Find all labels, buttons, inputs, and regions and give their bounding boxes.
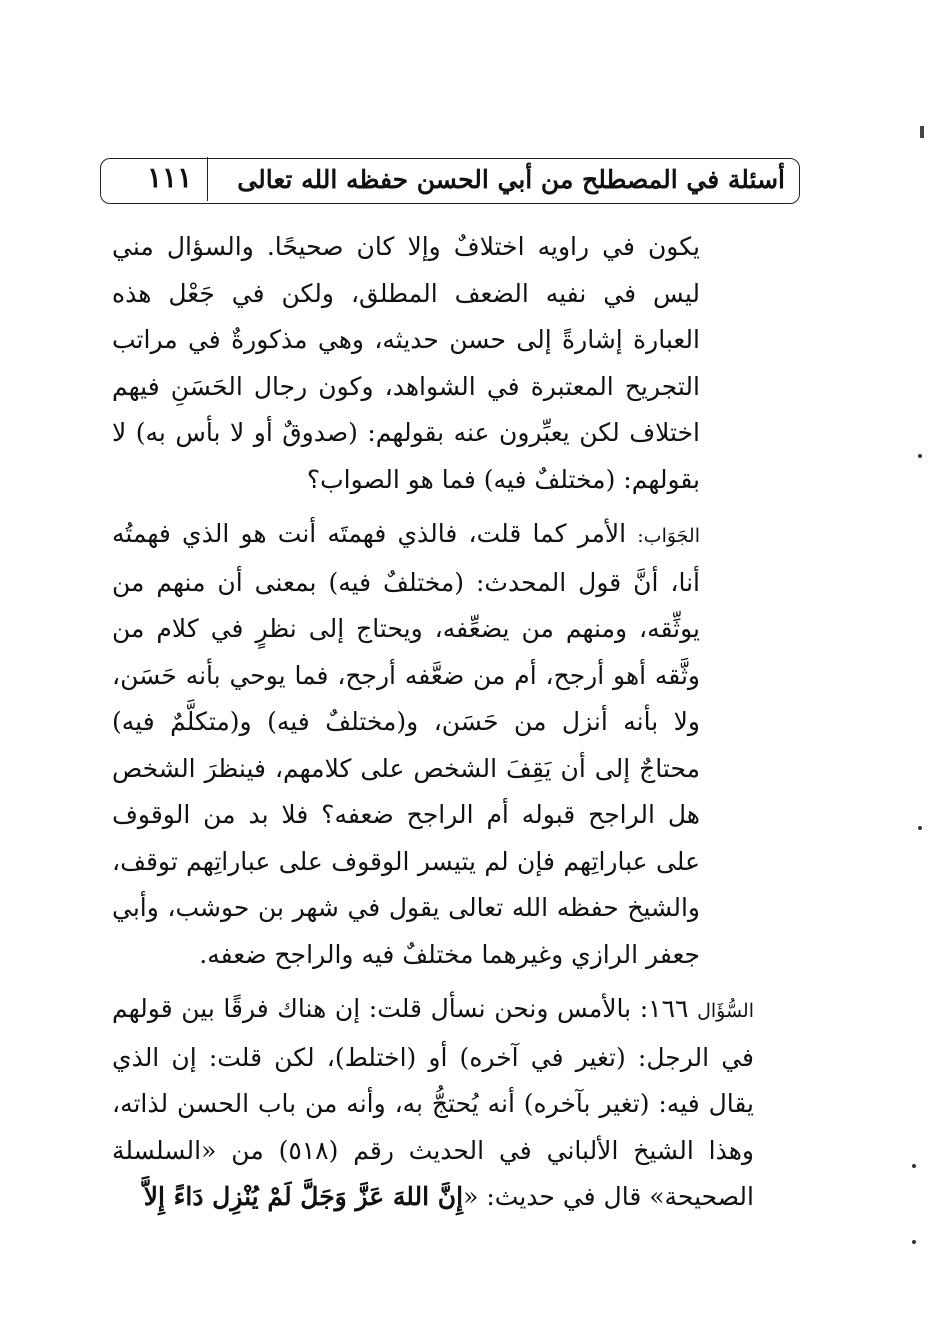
answer-label: الجَوَاب: [637,525,700,547]
answer-text: الأمر كما قلت، فالذي فهمتَه أنت هو الذي فهمتُه أنا، أنَّ قول المحدث: (مختلفٌ فيه) بمعنى أن منهم من يوثِّقه، ومنهم من يضعِّفه، ويحتاج إلى نظرٍ في كلام من وثَّقه أهو أرجح، أم من ضعَّفه أرجح، فما يوحي بأنه حَسَن، ولا بأنه أنزل من حَسَن، و(مختلفٌ فيه) و(متكلَّمٌ فيه) محتاجٌ إلى أن يَقِفَ الشخص على كلامهم، فينظرَ الشخص هل الراجح قبوله أم الراجح ضعفه؟ فلا بد من الوقوف على عباراتِهم فإن لم يتيسر الوقوف على عباراتِهم توقف، والشيخ حفظه الله تعالى يقول في شهر بن حوشب، وأبي جعفر الرازي وغيرهما مختلفٌ فيه والراجح ضعفه. [112,519,700,969]
running-header [100,158,800,204]
scan-speck [918,826,922,830]
page-body [112,224,754,1221]
question-label: السُّؤَال [697,1000,754,1022]
page-number: ١١١ [147,161,193,194]
book-title: أسئلة في المصطلح من أبي الحسن حفظه الله تعالى [237,165,785,194]
hadith-quote: إِنَّ اللهَ عَزَّ وَجَلَّ لَمْ يُنْزِل دَاءً إِلاَّ [143,1182,464,1211]
scan-mark [920,126,924,138]
question-paragraph [112,986,754,1221]
scan-speck [912,1240,916,1244]
answer-paragraph [112,511,700,978]
scan-speck [918,454,922,458]
question-text: ١٦٦: بالأمس ونحن نسأل قلت: إن هناك فرقًا بين قولهم في الرجل: (تغير في آخره) أو (اختلط)، لكن قلت: إن الذي يقال فيه: (تغير بآخره) أنه يُحتجُّ به، وأنه من باب الحسن لذاته، وهذا الشيخ الألباني في الحديث رقم (٥١٨) من «السلسلة الصحيحة» قال في حديث: « [112,994,754,1211]
question-continuation: يكون في راويه اختلافٌ وإلا كان صحيحًا. والسؤال مني ليس في نفيه الضعف المطلق، ولكن في جَعْل هذه العبارة إشارةً إلى حسن حديثه، وهي مذكورةٌ في مراتب التجريح المعتبرة في الشواهد، وكون رجال الحَسَنِ فيهم اختلاف لكن يعبِّرون عنه بقولهم: (صدوقٌ أو لا بأس به) لا بقولهم: (مختلفٌ فيه) فما هو الصواب؟ [112,232,700,494]
scan-speck [912,1164,916,1168]
page-number-box [103,157,208,201]
